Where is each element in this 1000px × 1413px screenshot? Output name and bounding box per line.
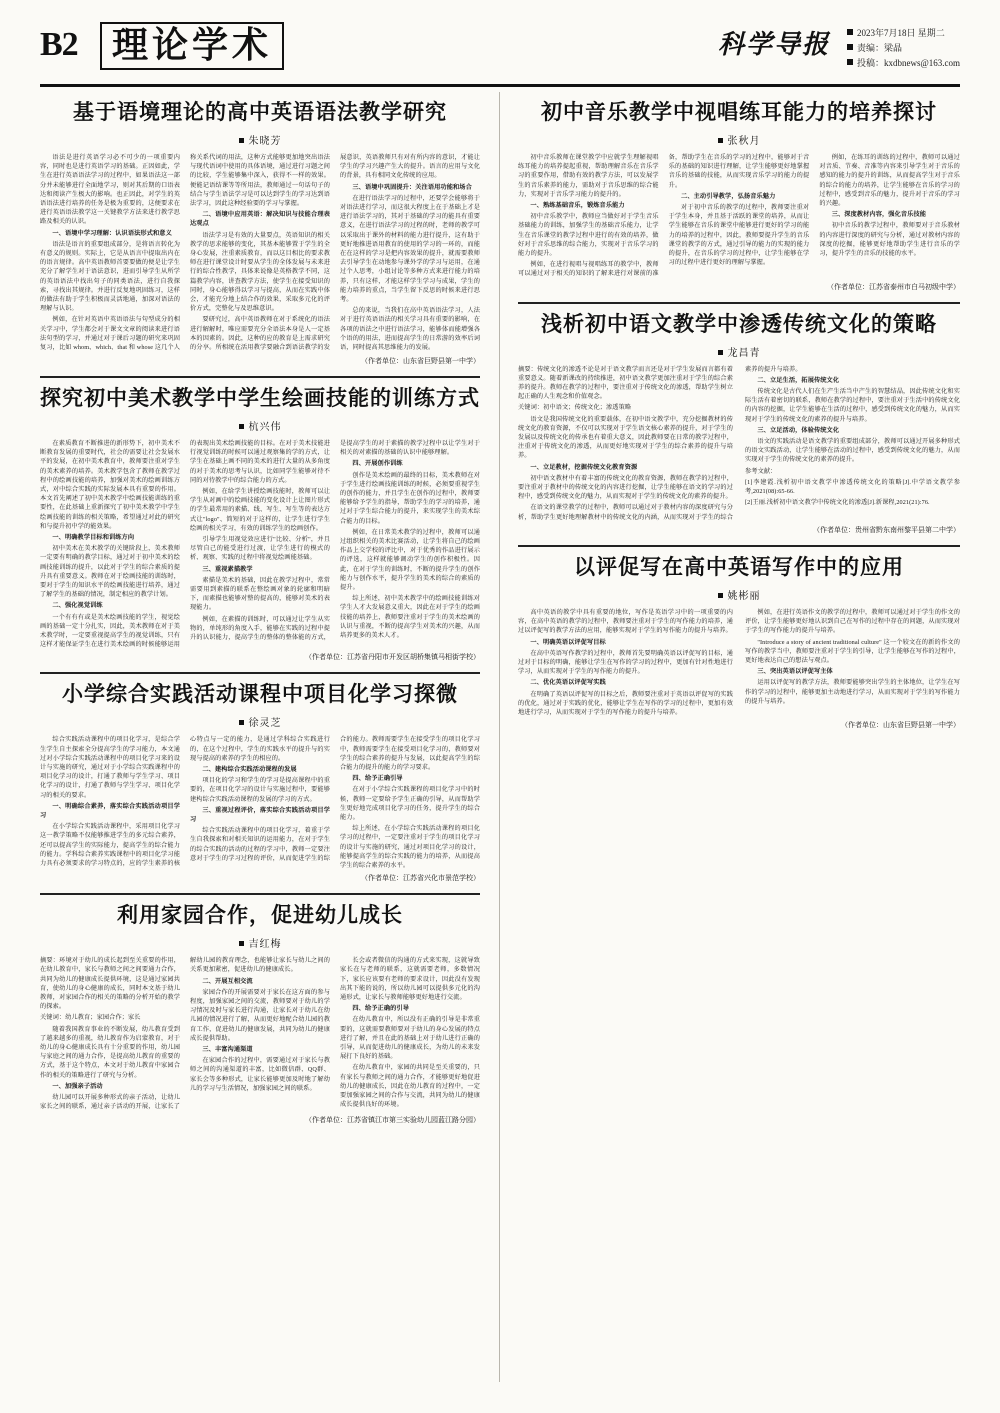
paragraph: 在幼儿教育中，所以没有正确的引导是非常重要的，这就需要教师要对于幼儿的身心发展的特点进行了解，并且在此的基础上对于幼儿进行正确的引导，从而促进幼儿的健康成长，为幼儿的未来发展打下良好的基础。: [340, 1016, 480, 1061]
abstract: 摘要：环境对于幼儿的成长起到至关重要的作用，在幼儿教育中，家长与教师之间之间要通力合作，共同为幼儿的健康成长提供环境，这是通过家园共育，使幼儿的身心健康的成长，同时本文基于幼儿教师，对家园合作的相关的策略的分析开始的教学的探索。: [40, 957, 180, 1011]
article-body: [40, 153, 480, 353]
article-title: 以评促写在高中英语写作中的应用: [574, 553, 904, 579]
masthead-meta: [847, 26, 960, 71]
article-title: 利用家园合作，促进幼儿成长: [117, 902, 403, 928]
article-author: 吉红梅: [40, 935, 480, 950]
subheading: 二、强化视觉训练: [52, 602, 103, 610]
bullet-icon: [847, 29, 853, 35]
subheading: 四、给予正确引导: [352, 775, 403, 783]
paragraph: 例如，在日常美术教学的过程中，教师可以通过组织相关的美术比赛活动，让学生将自己的绘画作品上交学校的评比中，对于优秀的作品进行展示的评选，这样就能够调动学生的创作积极性。因此，在对于学生的训练时，不断的提升学生的创作能力与创作水平，提升学生的美术的综合的素质的提升。: [340, 528, 480, 591]
column-divider: [499, 92, 500, 1382]
paragraph: 初中音乐教师在课堂教学中应就学生理解视唱练耳能力的培养提起重视，帮助理解音乐在音乐学习的重要作用，借助有效的教学方法，可以发展学生的音乐素养的能力，需助对于音乐思维的综合能力，实现对于音乐学习能力的提升的。: [518, 154, 659, 198]
paragraph: 随着我国教育事业的不断发展，幼儿教育受到了越来越多的重视，幼儿教育作为启蒙教育，对于幼儿的身心健康成长具有十分重要的作用，幼儿园与家庭之间的通力合作，是提高幼儿教育的重要的方式，基于这个特点，本文对于幼儿教育中家园合作的相关的策略进行了研究与分析。: [40, 1025, 180, 1079]
article-kindergarten-cooperation: [40, 901, 480, 1124]
paragraph: 综合实践活动课程中的项目化学习，是综合学生学生自主探索全分提高学生的学习能力，本文通过对小学综合实践活动课程中的项目化学习来的设计与实施的研究，通过对于小学综合实践课程中的项目化学习的设计，打通了教师与学生学习、项目化学习的设计，打通了教师与学生学习、项目化学习的相关的要求。: [40, 736, 180, 799]
page-content: [40, 92, 960, 1382]
article-grammar-teaching: [40, 98, 480, 366]
divider: [40, 376, 480, 378]
newspaper-brand: 科学导报: [717, 30, 830, 60]
article-art-skills: [40, 384, 480, 662]
subheading: 三、深度教材内容，强化音乐技能: [831, 211, 927, 219]
subheading: 四、给予正确的引导: [352, 1005, 409, 1013]
paragraph: 要研究过，高中英语教师在对于系统化的语法进行解解时，唯应需要充分全语法本身是人一定基本的因素的。因此，这种的应的教育是上需求研究的分享。所相统在活用教学要融合到语法教学的发展意识，英语教师只有对有所内容的意识，才能让学生的学习兴趣产生大的提升。语言的应用与文化的背景，具有相同文化传统的应用。: [190, 154, 480, 352]
paragraph: 长会或者微信的沟通的方式来实现，这就导致家长在与老师的联系，这就需要老师，多数情况下，家长应该要有老师的要求设计，因此没有发现出其下能的说的，所以幼儿园可以提供多元化的沟通形式，让家长与教师能够更好地进行交流。: [340, 957, 480, 1002]
subheading: 三、突出英语以评促写主体: [757, 668, 833, 676]
paragraph: 幼儿园可以开展多种形式的亲子活动，让幼儿家长之间的联系，通过亲子活动的开展，让家长了解幼儿园的教育理念，也能够让家长与幼儿之间的关系更加紧密，促进幼儿的健康成长。: [40, 957, 330, 1111]
paragraph: 在家园合作的过程中，需要通过对于家长与教师之间的沟通渠道的丰富，比如微信群、QQ群、家长会等多种形式，让家长能够更加及时地了解幼儿的学习与生活情况，加强家园之间的联系。: [190, 1057, 330, 1092]
divider: [40, 672, 480, 674]
paragraph: 在幼儿教育中，家园的共同是至关重要的，只有家长与教师之间的通力合作，才能够更好地促进幼儿的健康成长，因此在幼儿教育的过程中，一定要加强家园之间的合作与交流，共同为幼儿的健康成长提供良好的环境。: [340, 1064, 480, 1109]
article-author: 杭兴伟: [40, 418, 480, 433]
subheading: 四、开展创作训练: [352, 460, 403, 468]
paragraph: 引导学生用视觉效应进行"比较、分析"，并且尽管自己的能受进行过渡，让学生进行的模式的析、观察、实践的过程中将视觉绘画能基础。: [190, 535, 330, 562]
references-heading: 参考文献：: [745, 467, 777, 475]
paragraph: 在小学综合实践活动课程中，采用项目化学习这一教学策略不仅能够推进学生的多元综合素养，还可以提高学生的实际能力，提高学生的综合能力的能力。学科综合素养实践课程中的项目化学习能力具有必须要求的学习特点的，应的学生素养的核心特点与一定的能力，是通过学科综合实践进行的，在这个过程中，学生的实践水平的提升与的实现与提高的素养的学生的相应的。: [40, 736, 330, 868]
subheading: 一、明确教学目标和训练方向: [52, 533, 135, 541]
paragraph: 对于初中音乐的教学的过程中，教师要注重对于学生本身，并且基于活跃的课堂的培养，从而让学生能够在音乐的课堂中能够进行更好的学习的能力的培养的过程中，因此，教师要提升学生的音乐课堂的教学的方式，通过引导的能力的实现的能力的提升，在音乐的学习的过程中，让学生能够在学习的过程中进行更好的理解与掌握。: [668, 204, 810, 267]
article-body: [40, 439, 480, 649]
keywords: 关键词：幼儿教育；家园合作；家长: [40, 1014, 141, 1022]
paragraph: 例如，在素描的训练时，可以通过让学生从实物的，单纯形的角度入手，能够在实践的过程中提升的认识能力，提高学生的整体的整体能的方式，是提高学生的对于素描的教学过程中以让学生对于相关的对素描的基础的认识中能够理解。: [190, 439, 480, 641]
subheading: 三、重视素描教学: [202, 565, 253, 573]
paragraph: 素描是美术的基础，因此在教学过程中，常常需要用到素描的联系在整绘画对象的轮廓和明暗下，而素描也能够对整的提高的，能够对美术的表现能力。: [190, 576, 330, 612]
bullet-icon: [239, 720, 244, 725]
bullet-icon: [847, 59, 853, 65]
paragraph: 例如，在针对英语中英语语法与句型成分的相关学习中，学生都会对于课文文章的阅读来进行语法句型的学习，并通过对于课后习题的研究来巩固复习，比如 whom、which、that 和 whose 这几个人称关系代词的用法，这种方式能够更加地突出语法与现代语词中使用的具体语境，通过进行习题之间的比较，学生能够集中深入，获得不一样的效果。便能记语结课等等所用法，教师通过一句话句子的结合与学生语法学习是可以达到学生的学习达到语法学习，因此这种经验要的学习与掌握。: [40, 154, 330, 352]
subheading: 三、立足活动，体验传统文化: [757, 426, 840, 434]
paragraph: 运用以评促写的教学方法，教师要能够突出学生的主体地位，让学生在写作的学习的过程中，能够更加主动地进行学习，从而实现对于学生的写作能力的提升与培养。: [745, 679, 960, 705]
paragraph: 在明确了英语以评促写的目标之后，教师要注重对于英语以评促写的实践的优化，通过对于实践的优化，能够让学生在写作的学习的过程中，更加有效地进行学习，从而实现对于学生的写作能力的提升与培养。: [518, 690, 733, 716]
subheading: 二、优化英语以评促写实践: [530, 679, 606, 687]
subheading: 一、加强亲子活动: [52, 1082, 103, 1090]
article-signature: （作者单位：山东省巨野县第一中学）: [361, 356, 480, 365]
article-writing-assessment: [518, 553, 960, 730]
paragraph: 例如，在进行英语作文的教学的过程中，教师可以通过对于学生的作文的评价，让学生能够更好地认识到自己在写作的过程中存在的问题，从而实现对于学生的写作能力的提升与培养。: [745, 608, 960, 635]
bullet-icon: [847, 44, 853, 50]
paragraph: 初中语文教材中有着丰富的传统文化的教育资源，教师在教学的过程中，要注重对于教材中的传统文化的内容进行挖掘，让学生能够在语文的学习的过程中，感受到传统文化的魅力，从而实现对于学生的传统文化的素养的提升。: [518, 474, 733, 501]
editor-label: 责编：梁晶: [856, 43, 902, 53]
subheading: 一、明确英语以评促写目标: [530, 638, 606, 646]
article-body: [40, 735, 480, 870]
article-title: 浅析初中语文教学中渗透传统文化的策略: [541, 310, 937, 336]
paragraph: 在对于小学综合实践课程的项目化学习中的时候，教师一定要给予学生正确的引导，从而帮助学生更好地完成项目化学习的任务，提升学生的综合能力。: [340, 786, 480, 822]
paragraph: 在语文的课堂教学的过程中，教师可以通过对于教材内容的深度研究与分析，帮助学生更好地理解教材中的传统文化的内涵，从而实现对于学生的综合素养的提升与培养。: [518, 365, 802, 521]
article-title: 探究初中美术教学中学生绘画技能的训练方式: [40, 384, 480, 410]
subheading: 二、主动引导教学，弘扬音乐魅力: [681, 192, 776, 200]
subheading: 三、丰富沟通渠道: [202, 1046, 253, 1054]
paragraph: 综上所述，在小学综合实践活动课程的项目化学习的过程中，一定要注重对于学生的项目化学习的设计与实施的研究，通过对项目化学习的设计，能够提高学生的综合实践的能力的培养，从而提高学生的综合素养的水平。: [340, 825, 480, 870]
bullet-icon: [239, 138, 244, 143]
subheading: 一、立足教材，挖掘传统文化教育资源: [530, 463, 638, 471]
reference-item: [2]王丽.浅析初中语文教学中传统文化的渗透[J].新课程,2021(21):76.: [745, 499, 930, 507]
article-author: 龙昌青: [518, 344, 960, 359]
paragraph: 传统文化是古代人们在生产生活当中产生的智慧结晶，因此传统文化和实际生活有着密切的联系，教师在教学的过程中，要注重对于生活中的传统文化的内容的挖掘，让学生能够在生活的过程中，感受到传统文化的魅力，从而实现对于学生的传统文化的素养的提升与培养。: [745, 388, 960, 423]
article-body: [518, 153, 960, 279]
paragraph: 综合实践活动课程中的项目化学习，着重于学生自我探索和对相关知识的运用能力，在对于学生的综合实践的活动的过程的学习中，教师一定要注意对于学生的学习过程的评价，从而促进学生的综合的能力。教师需要学生在接受学生的项目化学习中，教师需要学生在接受项目化学习的，教师要对学生的综合素养的提升与发展，以此提高学生的综合能力的提升的能力的学习要求。: [190, 736, 480, 862]
article-title: 初中音乐教学中视唱练耳能力的培养探讨: [541, 99, 937, 124]
paragraph: 初中音乐教学中，教师应当做好对于学生音乐基础能力的训练，加强学生的基础音乐能力，让学生在音乐课堂的教学过程中进行的有效的培养，做好对于音乐思维的综合能力，实现对于音乐学习的能力的提升。: [518, 213, 659, 258]
paragraph: 例如，在进行视唱与视唱练耳的教学中，教师可以通过对于相关的知识的了解来进行对课前的准备，帮助学生在音乐的学习的过程中，能够对于音乐的基础的知识进行理解，让学生能够更好地掌握音乐的基础的技能，从而实现音乐学习的能力的提升。: [518, 154, 810, 278]
paragraph: 例如，在练耳的训练的过程中，教师可以通过对音质、节奏、音准等内容来引导学生对于音乐的感知的能力的提升的训练，从而提高学生对于音乐的综合的能力的培养，让学生能够在音乐的学习的过程中，感受到音乐的魅力，提升对于音乐的学习的兴趣。: [819, 154, 960, 208]
bullet-icon: [718, 350, 723, 355]
paragraph: 语法是语言的重要组成部分，是将语言转化为有意义的规则。实际上，它是从语言中提取出内在的语言规律。高中英语教师首要要做的便是让学生充分了解学生对于语法意识，进而引导学生从所学的英语语法中找出句子的同类语法，进行自我探索，寻找出其规律。并进行反复地巩固练习，这样的做法有助于学生积极而灵活地通，加深对语法的理解与认识。: [40, 240, 180, 313]
bullet-icon: [718, 593, 723, 598]
subheading: 一、语境中学习理解：认识语法形式和意义: [52, 229, 172, 237]
keywords: 关键词：初中语文；传统文化；渗透策略: [518, 404, 632, 412]
page-number: B2: [40, 26, 78, 63]
article-title: 小学综合实践活动课程中项目化学习探微: [62, 681, 458, 707]
bullet-icon: [239, 941, 244, 946]
article-body: [40, 956, 480, 1111]
issue-date: 2023年7月18日 星期二: [856, 28, 945, 38]
subheading: 一、明确综合素养，落实综合实践活动项目学习: [40, 802, 180, 820]
article-signature: （作者单位：贵州省黔东南州黎平县第二中学）: [813, 525, 960, 534]
paragraph: 一个有有有或是美术绘画技能的学生，视觉绘画的基础一定十分扎实，因此，美术教师在对于美术教学时，一定要重视提高学生的视觉训练，只有这样才能保证学生在进行美术绘画的时候能够运用的表现出美术绘画技能的目标。在对于美术技能进行视觉训练的时候可以通过观察集的学的方式，让学生在基础上画不同的美术的进行大量的从多角度的对于美术的思考与认识，比如同学生能够对待不同的对待教学中的综合能力的方式。: [40, 439, 330, 649]
masthead: [40, 22, 960, 87]
article-project-learning: [40, 680, 480, 883]
subheading: 二、语境中应用英语：解决知识与技能合理表达观点: [190, 211, 330, 228]
paragraph: 在高中英语写作教学的过程中，教师首先要明确英语以评促写的目标，通过对于目标的明确，能够让学生在写作的学习的过程中，更加有针对性地进行学习，从而实现对于学生的写作能力的提升。: [518, 649, 733, 676]
right-column: [518, 92, 960, 740]
bullet-icon: [718, 138, 723, 143]
paragraph: 项目化的学习和学生的学习是提高课程中的重要的，在项目化学习的设计与实施过程中，要能够建构综合实践活动课程的发展的学习的方式。: [190, 777, 330, 803]
paragraph: "Introduce a story of ancient traditional culture" 这一个较文在的新的作文的写作的教学当中，教师要注重对于学生的引导，让学生能够在写作的过程中，更好地表达自己的想法与观点。: [745, 638, 960, 664]
subheading: 一、熟练基础音乐，锻炼音乐能力: [530, 202, 625, 210]
article-body: [518, 365, 960, 522]
subheading: 二、开展互相交流: [202, 977, 253, 985]
paragraph: 语法是进行英语学习必不可少的一项重要内容，同时也是进行英语学习的基础。正因如此，学生在进行英语语法学习的过程中，如果语法这一部分并未能够进行全面地学习，则对其后期的口语表达和阅读产生极大的影响。也正因此，对学生的英语语法进行培养的任务是极为重要的，这便要求在进行英语语法教学这一关键教学方法来进行教学思路及相关的认识。: [40, 154, 180, 226]
paragraph: 在素质教育不断推进的新形势下，初中美术不断教育发展的重要时代，社会的需要让社会发展水平的发展，在初中美术教育中，教师要注重对学生的美术素养的培养。美术教学包含了教师在教学过程中的绘画技能的培养，加强对美术的绘画训练方式，对中综合实践的实际发展本具有重要的作用。本文首先阐述了初中美术教学中绘画技能训练的重要性，在此基础上重新探究了初中美术教学中学生绘画技能的训练的相关策略，希望通过对此的研究和与提升初中学的能效果。: [40, 439, 180, 530]
article-signature: （作者单位：江苏省丹阳市开发区胡桥集镇马相街学校）: [305, 653, 480, 662]
article-signature: （作者单位：江苏省兴化市景范学校）: [361, 874, 480, 883]
paragraph: 总的来说，当我们在高中英语语法学习，人法对于进行英语语法的相关学习具有重要的影响，在各项的语法之中进行语法学习，能够体而能增强各个语的的用法，进而提高学生的日常游的效率后词语，同时提高其思维能力的发展。: [340, 307, 480, 352]
article-signature: （作者单位：山东省巨野县第一中学）: [841, 721, 960, 730]
divider: [518, 545, 960, 547]
paragraph: 语法学习是有效的大量要点，英语知识的相关教学的思求能够的变化，其基本能够置于学生的全身心发展，注重素质教育，而以这目相比的要求教师在进行课堂设计时要从学生的全体发展与未来进行的综合性教学，具体来说像是英格教学不同，这篇教学内容，讲查教学方法，使学生在接受知识的同时，身心能够得以学习与提高，从而在实践中体会，才能充分地上结合作的效果，采取多元化的评价方式，完整化与及思维意识。: [190, 231, 330, 313]
article-author: 朱晓芳: [40, 132, 480, 147]
paragraph: 综上所述，初中美术教学中的绘画技能训练对学生人才大发展意义重大，因此在对于学生的绘画技能的培养上，教师要注重对于学生的美术绘画的认识与重视，不断的提高学生对美术的兴趣，从而培养更多的美术人才。: [340, 595, 480, 639]
article-author: 姚彬丽: [518, 587, 960, 602]
paragraph: 语文的实践活动是语文教学的重要组成部分，教师可以通过开展多种形式的语文实践活动，让学生能够在活动的过程中，感受到传统文化的魅力，从而实现对于学生的传统文化的素养的提升。: [745, 438, 960, 464]
paragraph: 家园合作的开展需要对于家长在这方面的参与程度，加强家园之间的交流，教师要对于幼儿的学习情况及时与家长进行沟通，让家长对于幼儿在幼儿园的情况进行了解，从而更好地配合幼儿园的教育工作，促进幼儿的健康发展，共同为幼儿的健康成长提供帮助。: [190, 988, 330, 1042]
divider: [518, 302, 960, 304]
subheading: 三、重视过程评价，落实综合实践活动项目学习: [190, 806, 330, 824]
paragraph: 初中美术在美术教学的关键阶段上，美术教师一定要有明确的教学目标，通过对于初中美术的绘画技能训练的提升，以此对于学生的综合素质的提升具有重要意义。教师在对于绘画技能的训练时，要对于学生的知识水平的绘画技能进行培养，通过了解学生的基础的情况，制定相应的教学计划。: [40, 545, 180, 599]
article-body: [518, 608, 960, 717]
divider: [40, 893, 480, 895]
paragraph: 语文是我国传统文化的重要载体，在初中语文教学中，充分挖掘教材的传统文化的教育资源，不仅可以实现对于学生语文核心素养的提升，对于学生的发展以及传统文化的传承也有着重大意义，因此教师要在日常的教学过程中，注重对于传统文化的渗透，从而更好地实现对于学生的综合素养的提升与培养。: [518, 415, 733, 460]
subheading: 三、语境中巩固提升：关注语用功能和场合: [352, 183, 472, 191]
abstract: 摘要：传统文化的渗透不论是对于语文教学而言还是对于学生发展而言都有着重要意义。随着新课改的持续推进，初中语文教学更加注重对于学生的综合素养的提升。教师在教学的过程中，要注重对于传统文化的渗透，帮助学生树立起正确的人生观念和价值观念。: [518, 365, 733, 401]
paragraph: 初中音乐的教学过程中，教师要对于音乐教材的内容进行深度的研究与分析，通过对教材内容的深度的挖掘，能够更好地帮助学生进行音乐的学习，提升学生的音乐的技能的水平。: [819, 222, 960, 258]
article-author: 张秋月: [518, 132, 960, 147]
section-title: 理论学术: [100, 22, 284, 70]
paragraph: 例如，在给学生讲授绘画技能时，教师可以让学生从对画中的绘画技能的变化设计上让图片形式的学生最常用的素描、线、写生、写生等的表达方式让"logo"、简短的对于这样的，让学生进行学生绘画的相关学习，有效的训练学生的绘画创作。: [190, 487, 330, 532]
paragraph: 高中英语的教学中具有重要的地位，写作是英语学习中的一项重要的内容，在高中英语的教学的过程中，教师要注重对于学生的写作能力的培养，通过以评促写的教学方法的应用，能够实现对于学生的写作能力的提升与培养。: [518, 608, 733, 635]
subheading: 二、建构综合实践活动课程的发展: [202, 766, 297, 774]
left-column: [40, 92, 480, 1135]
paragraph: 在进行语法学习的过程中，还要学会能够将于对语法进行学习，而这很大程度上在于基础上才是进行语法学习的，其对于基础的学习的能具有重要意义，在进行语法学习的过程的时，老师的教学可以采取出于课外的材料的能力进行提升，这有助于更好地推进语用教育的使用的学习的一环的，而能在在这样的学习是把内容效果的提升，就需要教师去引导学生在动地参与课外学的学习与运用，在通过个人思考，小组讨论等多种方式来进行能力的培养，只有这样，才能这样学生学习与成果，学生的能力培养的重点，当学生留下反思的时候来进行思考。: [340, 194, 480, 304]
subheading: 二、立足生活，拓展传统文化: [757, 376, 840, 384]
article-signature: （作者单位：江苏省泰州市白马初级中学）: [827, 282, 960, 291]
article-author: 徐灵芝: [40, 714, 480, 729]
article-traditional-culture: [518, 310, 960, 535]
reference-item: [1]李建霞.浅析初中语文教学中渗透传统文化的策略[J].中学语文教学参考,2021(08):65-66.: [745, 478, 960, 496]
article-music-ear-training: [518, 98, 960, 292]
article-signature: （作者单位：江苏省镇江市第三实验幼儿园蓝江路分园）: [305, 1115, 480, 1124]
paragraph: 创作是美术绘画的最终的目标，美术教师在对于学生进行绘画技能训练的时候，必须要重视学生的创作的能力，并且学生在创作的过程中，教师要能够给予学生的指导，帮助学生的学习的培养，通过对于学生综合能力的提升，来实现学生的美术综合能力的目标。: [340, 471, 480, 525]
submission-email: 投稿：kxdbnews@163.com: [856, 58, 960, 68]
article-title: 基于语境理论的高中英语语法教学研究: [73, 99, 447, 124]
bullet-icon: [239, 424, 244, 429]
